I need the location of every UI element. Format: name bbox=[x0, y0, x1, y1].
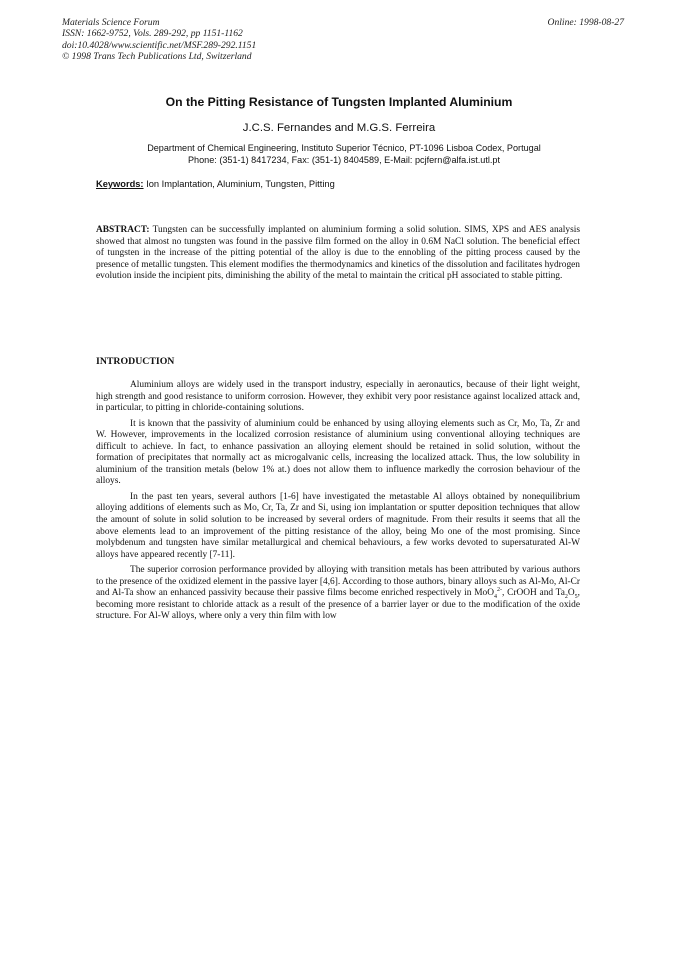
keywords-label: Keywords: bbox=[96, 179, 144, 189]
doi-line[interactable]: doi:10.4028/www.scientific.net/MSF.289-292.1151 bbox=[62, 39, 257, 51]
paper-title: On the Pitting Resistance of Tungsten Implanted Aluminium bbox=[165, 95, 513, 109]
journal-header bbox=[62, 17, 256, 62]
p4-sub-2: 2 bbox=[564, 594, 568, 601]
paper-authors: J.C.S. Fernandes and M.G.S. Ferreira bbox=[242, 122, 436, 134]
p4-sup-1: 2- bbox=[497, 587, 503, 594]
p4-part-b: , CrOOH and Ta bbox=[502, 588, 565, 599]
abstract-label: ABSTRACT: bbox=[96, 225, 150, 235]
keywords bbox=[96, 179, 335, 189]
intro-paragraph-1: Aluminium alloys are widely used in the transport industry, especially in aeronautics, because of their light weight, high strength and good resistance to uniform corrosion. However, they exhibit very poor resistance against localized attack and, in particular, to pitting in chloride-containing solutions. bbox=[96, 380, 580, 414]
affiliation-line-2: Phone: (351-1) 8417234, Fax: (351-1) 8404589, E-Mail: pcjfern@alfa.ist.utl.pt bbox=[187, 154, 501, 165]
abstract bbox=[96, 225, 580, 283]
introduction-body bbox=[96, 380, 580, 627]
introduction-heading: INTRODUCTION bbox=[96, 356, 175, 367]
p4-part-c: O bbox=[567, 588, 575, 599]
copyright-line: © 1998 Trans Tech Publications Ltd, Switzerland bbox=[62, 50, 252, 62]
p4-part-d: , becoming more resistant to chloride attack as a result of the presence of a barrier layer or due to the modification of the oxide structure. For Al-W alloys, where only a very thin film with low bbox=[96, 588, 580, 622]
abstract-text: Tungsten can be successfully implanted on aluminium forming a solid solution. SIMS, XPS and AES analysis showed that almost no tungsten was found in the passive film formed on the alloy in 0.6M NaCl solution. The beneficial effect of tungsten in the increase of the pitting potential of the alloy is due to the ennobling of the pitting process caused by the presence of metallic tungsten. This element modifies the thermodynamics and kinetics of the dissolution and facilitates hydrogen evolution inside the incipient pits, diminishing the ability of the metal to maintain the critical pH associated to stable pitting. bbox=[96, 225, 580, 282]
journal-name: Materials Science Forum bbox=[62, 17, 160, 28]
online-date: Online: 1998-08-27 bbox=[547, 17, 624, 28]
intro-paragraph-3: In the past ten years, several authors [1-6] have investigated the metastable Al alloys obtained by nonequilibrium alloying additions of elements such as Mo, Cr, Ta, Zr and Si, using ion implantation or sputter deposition techniques that allow the amount of solute in solid solution to be increased by several orders of magnitude. From their results it seems that all the above elements lead to an improvement of the pitting resistance of the alloy, being Mo one of the most promising. Since molybdenum and tungsten have similar metallurgical and chemical behaviours, a few works devoted to supersaturated Al-W alloys have appeared recently [7-11]. bbox=[96, 491, 580, 560]
p4-sub-1: 4 bbox=[494, 594, 498, 601]
intro-paragraph-2: It is known that the passivity of aluminium could be enhanced by using alloying elements such as Cr, Mo, Ta, Zr and W. However, improvements in the localized corrosion resistance of aluminium using conventional alloying techniques are difficult to achieve. In fact, to enhance passivation an alloying element should be retained in solid solution, without the formation of precipitates that normally act as microgalvanic cells, increasing the localized attack. Thus, the low solubility in aluminium of the transition metals (below 1% at.) does not allow them to influence markedly the corrosion behaviour of the alloys. bbox=[96, 418, 580, 487]
affiliation-line-1: Department of Chemical Engineering, Instituto Superior Técnico, PT-1096 Lisboa Codex, Portugal bbox=[147, 143, 541, 153]
affiliation bbox=[80, 143, 608, 166]
p4-part-a: The superior corrosion performance provided by alloying with transition metals has been attributed by various authors to the presence of the oxidized element in the passive layer [4,6]. According to those authors, binary alloys such as Al-Mo, Al-Cr and Al-Ta show an enhanced passivity because their passive films become enriched respectively in MoO bbox=[96, 565, 580, 599]
keywords-text: Ion Implantation, Aluminium, Tungsten, Pitting bbox=[146, 179, 335, 189]
p4-sub-3: 5 bbox=[574, 594, 578, 601]
intro-paragraph-4 bbox=[96, 565, 580, 623]
issn-line: ISSN: 1662-9752, Vols. 289-292, pp 1151-1162 bbox=[62, 28, 243, 40]
